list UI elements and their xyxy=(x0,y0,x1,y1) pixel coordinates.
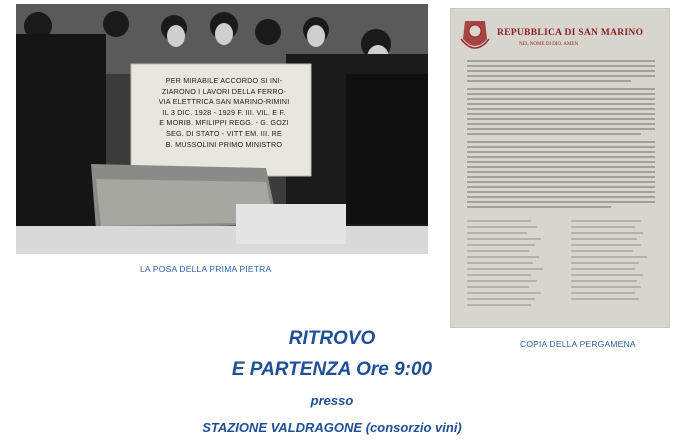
seal-icon xyxy=(461,21,489,48)
plaque-line: PER MIRABILE ACCORDO SI INI- xyxy=(165,76,283,85)
historic-photo xyxy=(16,4,428,254)
plaque-line: ZIARONO I LAVORI DELLA FERRO- xyxy=(161,86,287,96)
document-subtitle: NEL NOME DI DIO. AMEN xyxy=(519,42,579,47)
photo-caption: LA POSA DELLA PRIMA PIETRA xyxy=(140,264,272,274)
document-caption: COPIA DELLA PERGAMENA xyxy=(520,339,636,349)
meeting-location: STAZIONE VALDRAGONE (consorzio vini) xyxy=(202,420,462,435)
plaque-line: E MORIB. MFILIPPI REGG. - G. GOZI xyxy=(159,118,289,128)
location-preposition: presso xyxy=(310,393,354,408)
parchment-document xyxy=(450,8,670,328)
document-title: REPUBBLICA DI SAN MARINO xyxy=(497,28,644,38)
plaque-line: VIA ELETTRICA SAN MARINO-RIMINI xyxy=(158,97,290,107)
plaque-inscription xyxy=(150,76,298,150)
plaque-line: IL 3 DIC. 1928 - 1929 F. III. VIL. E F. xyxy=(162,107,286,117)
plaque-line: B. MUSSOLINI PRIMO MINISTRO xyxy=(165,139,283,149)
plaque-line: SEG. DI STATO - VITT EM. III. RE xyxy=(165,128,283,138)
meeting-heading: RITROVO xyxy=(288,328,376,349)
departure-time: E PARTENZA Ore 9:00 xyxy=(231,359,433,380)
parchment-illustration xyxy=(451,9,669,327)
